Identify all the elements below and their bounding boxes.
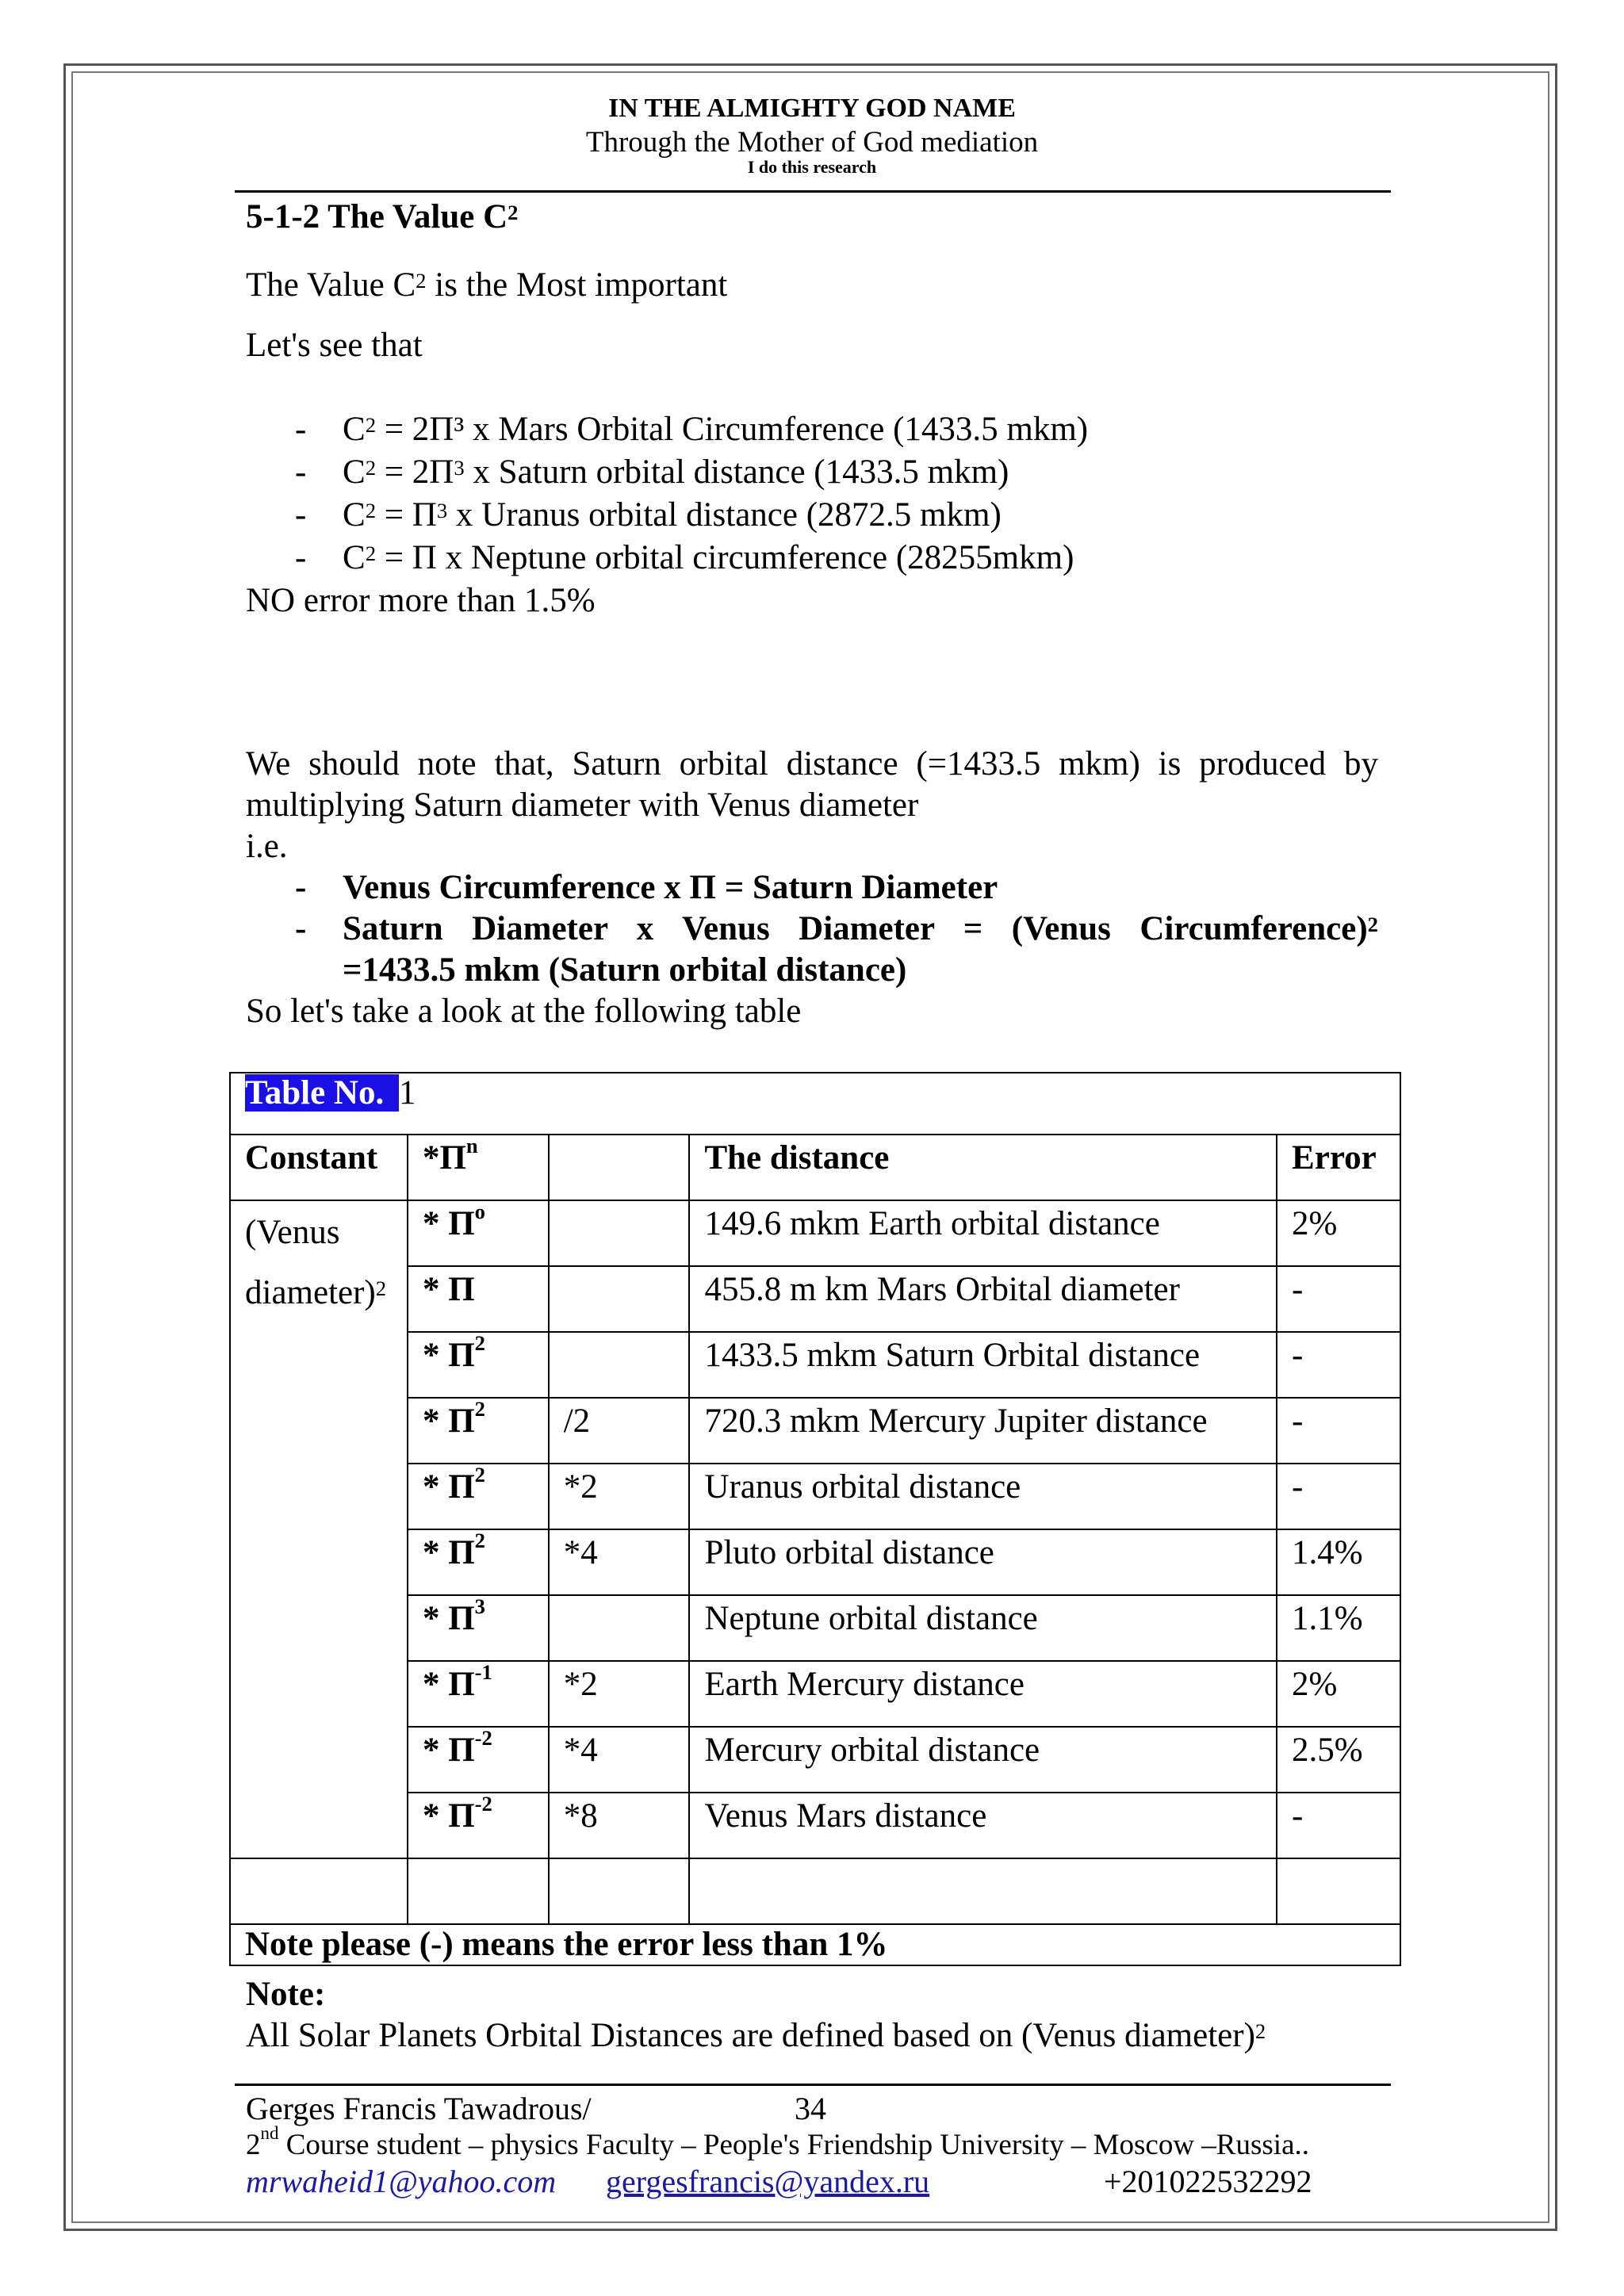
table-lead: So let's take a look at the following table — [246, 993, 802, 1030]
factor-cell: *2 — [549, 1464, 690, 1529]
table-footnote: Note please (-) means the error less than 1% — [230, 1924, 1400, 1965]
header-pi-power: $*\Pi^n$ — [408, 1135, 549, 1200]
header-error: Error — [1277, 1135, 1400, 1200]
factor-cell: *4 — [549, 1727, 690, 1793]
intro-line-1: The Value $C^2$ is the Most important — [246, 266, 728, 304]
bold-bullet-2-line-1: Saturn Diameter x Venus Diameter = (Venus Circumference)$^2$ — [343, 910, 1378, 947]
table-empty-row — [230, 1858, 1400, 1924]
pi-power-cell: * $\Pi^2$ — [408, 1529, 549, 1595]
error-cell: - — [1277, 1332, 1400, 1398]
distance-table — [229, 1072, 1401, 1966]
factor-cell — [549, 1266, 690, 1332]
equation-list — [0, 409, 1624, 580]
distance-cell: Uranus orbital distance — [689, 1464, 1277, 1529]
distance-cell: Earth Mercury distance — [689, 1661, 1277, 1727]
footer-email-2[interactable]: gergesfrancis@yandex.ru — [606, 2164, 930, 2199]
paragraph-line-1: We should note that, Saturn orbital distance (=1433.5 mkm) is produced by — [246, 745, 1378, 783]
constant-cell: (Venus diameter)$^2$ — [230, 1200, 408, 1858]
pi-power-cell: * $\Pi^2$ — [408, 1332, 549, 1398]
factor-cell: *2 — [549, 1661, 690, 1727]
pi-power-cell: * $\Pi^{-1}$ — [408, 1661, 549, 1727]
pi-power-cell: * $\Pi^o$ — [408, 1200, 549, 1266]
bold-bullet-dash-1: - — [295, 869, 307, 906]
header-constant: Constant — [230, 1135, 408, 1200]
list-item: - $C^2 = \Pi$ x Neptune orbital circumference (28255mkm) — [295, 539, 1074, 576]
footer-email-1[interactable]: mrwaheid1@yahoo.com — [246, 2164, 557, 2199]
footer-author: Gerges Francis Tawadrous/ — [246, 2091, 592, 2126]
list-item: - $C^2 = \Pi^3$ x Uranus orbital distance (2872.5 mkm) — [295, 496, 1002, 534]
bold-bullet-dash-2: - — [295, 910, 307, 947]
distance-cell: Venus Mars distance — [689, 1793, 1277, 1858]
error-cell: 1.1% — [1277, 1595, 1400, 1661]
pi-power-cell: * $\Pi^3$ — [408, 1595, 549, 1661]
header-research-note: I do this research — [747, 157, 877, 177]
factor-cell: *4 — [549, 1529, 690, 1595]
header-mediation: Through the Mother of God mediation — [585, 126, 1039, 159]
factor-cell — [549, 1595, 690, 1661]
header-rule — [235, 190, 1391, 193]
factor-cell: *8 — [549, 1793, 690, 1858]
error-cell: - — [1277, 1793, 1400, 1858]
table-row — [230, 1200, 1400, 1266]
factor-cell — [549, 1200, 690, 1266]
paragraph-line-2: multiplying Saturn diameter with Venus diameter — [246, 786, 919, 824]
page-number: 34 — [795, 2091, 826, 2126]
note-text: All Solar Planets Orbital Distances are defined based on (Venus diameter)$^2$ — [246, 2017, 1266, 2054]
bold-bullet-1: Venus Circumference x Π = Saturn Diameter — [343, 869, 998, 906]
distance-cell: Neptune orbital distance — [689, 1595, 1277, 1661]
pi-power-cell: * Π — [408, 1266, 549, 1332]
factor-cell: /2 — [549, 1398, 690, 1464]
error-cell: 2.5% — [1277, 1727, 1400, 1793]
ie-label: i.e. — [246, 828, 288, 865]
distance-cell: 149.6 mkm Earth orbital distance — [689, 1200, 1277, 1266]
footer-phone: +201022532292 — [1104, 2164, 1312, 2199]
error-cell: 1.4% — [1277, 1529, 1400, 1595]
footer-course: 2nd Course student – physics Faculty – People's Friendship University – Moscow –Russia.. — [246, 2123, 1309, 2161]
section-title: 5-1-2 The Value $C^2$ — [246, 198, 519, 235]
error-note: NO error more than 1.5% — [246, 582, 596, 619]
error-cell: - — [1277, 1398, 1400, 1464]
distance-cell: Mercury orbital distance — [689, 1727, 1277, 1793]
error-cell: - — [1277, 1266, 1400, 1332]
error-cell: - — [1277, 1464, 1400, 1529]
distance-cell: 720.3 mkm Mercury Jupiter distance — [689, 1398, 1277, 1464]
bold-bullet-2-line-2: =1433.5 mkm (Saturn orbital distance) — [343, 951, 907, 989]
error-cell: 2% — [1277, 1200, 1400, 1266]
pi-power-cell: * $\Pi^{-2}$ — [408, 1793, 549, 1858]
table-caption: Table No. 1 — [230, 1073, 1400, 1135]
header-distance: The distance — [689, 1135, 1277, 1200]
distance-cell: 455.8 m km Mars Orbital diameter — [689, 1266, 1277, 1332]
distance-cell: 1433.5 mkm Saturn Orbital distance — [689, 1332, 1277, 1398]
header-factor — [549, 1135, 690, 1200]
intro-line-2: Let's see that — [246, 327, 423, 364]
note-label: Note: — [246, 1976, 326, 2013]
list-item: - $C^2 = 2\Pi^3$ x Mars Orbital Circumference (1433.5 mkm) — [295, 411, 1089, 448]
error-cell: 2% — [1277, 1661, 1400, 1727]
list-item: - $C^2 = 2\Pi^3$ x Saturn orbital distance (1433.5 mkm) — [295, 453, 1009, 491]
footer-rule — [235, 2084, 1391, 2086]
header-dedication: IN THE ALMIGHTY GOD NAME — [608, 94, 1016, 123]
pi-power-cell: * $\Pi^{-2}$ — [408, 1727, 549, 1793]
distance-cell: Pluto orbital distance — [689, 1529, 1277, 1595]
factor-cell — [549, 1332, 690, 1398]
pi-power-cell: * $\Pi^2$ — [408, 1398, 549, 1464]
pi-power-cell: * $\Pi^2$ — [408, 1464, 549, 1529]
